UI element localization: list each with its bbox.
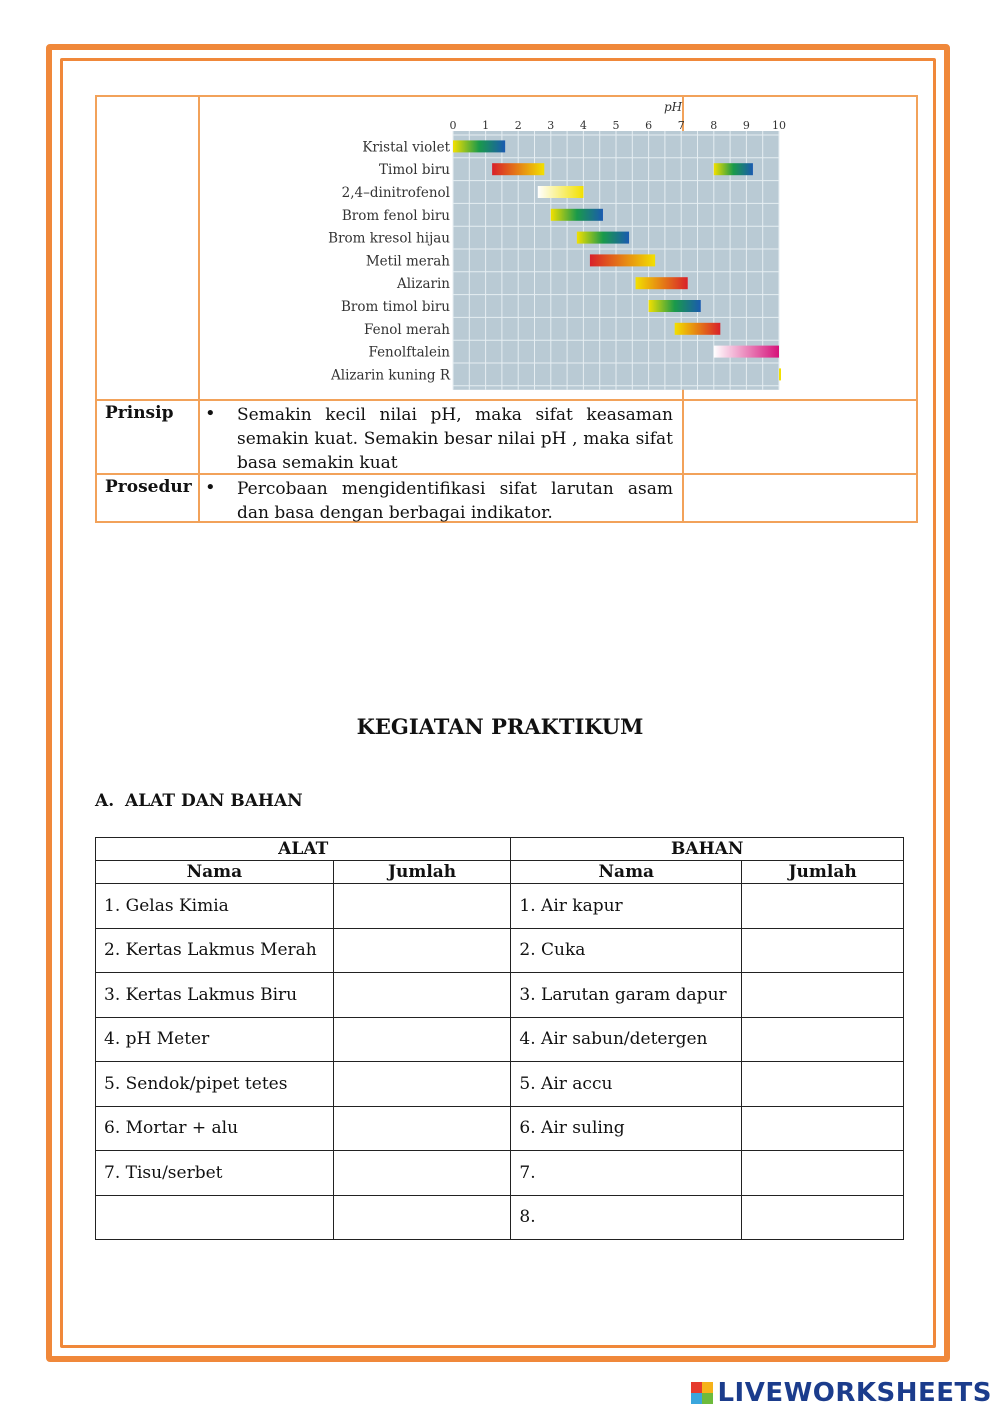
section-title: KEGIATAN PRAKTIKUM: [356, 714, 644, 739]
x-tick-label: 8: [710, 119, 718, 132]
x-tick-label: 2: [514, 119, 522, 132]
alat-quantity-cell[interactable]: [333, 1151, 511, 1196]
indicator-label: Timol biru: [379, 162, 450, 179]
bahan-quantity-cell[interactable]: [742, 928, 904, 973]
alat-name: 7. Tisu/serbet: [96, 1151, 334, 1196]
bahan-name: 3. Larutan garam dapur: [511, 973, 742, 1018]
indicator-label: Brom kresol hijau: [328, 230, 450, 247]
chart-title: pH: [663, 100, 683, 114]
alat-quantity-cell[interactable]: [333, 1195, 511, 1240]
x-tick-label: 10: [772, 119, 786, 132]
bahan-quantity-cell[interactable]: [742, 884, 904, 929]
bahan-quantity-cell[interactable]: [742, 1195, 904, 1240]
bahan-name: 5. Air accu: [511, 1062, 742, 1107]
alat-name: 1. Gelas Kimia: [96, 884, 334, 929]
subsection-title: ALAT DAN BAHAN: [125, 791, 303, 811]
indicator-label: Brom fenol biru: [341, 207, 450, 224]
bahan-quantity-cell[interactable]: [742, 973, 904, 1018]
bahan-name: 2. Cuka: [511, 928, 742, 973]
subsection-heading: [95, 791, 303, 811]
alat-quantity-cell[interactable]: [333, 973, 511, 1018]
tools-materials-table: [95, 837, 904, 1240]
x-tick-label: 9: [742, 119, 750, 132]
x-tick-label: 1: [482, 119, 490, 132]
x-tick-label: 5: [612, 119, 620, 132]
indicator-range-bar: [492, 163, 544, 175]
x-tick-label: 0: [449, 119, 457, 132]
indicator-range-bar: [453, 140, 505, 152]
bahan-quantity-cell[interactable]: [742, 1151, 904, 1196]
alat-quantity-cell[interactable]: [333, 928, 511, 973]
prosedur-text: Percobaan mengidentifikasi sifat larutan asam dan basa dengan berbagai indikator.: [237, 479, 673, 523]
header-alat-jumlah: Jumlah: [333, 861, 511, 884]
table-row: [96, 973, 904, 1018]
indicator-label: Alizarin kuning R: [331, 367, 450, 384]
x-tick-label: 4: [579, 119, 587, 132]
bahan-name: 8.: [511, 1195, 742, 1240]
indicator-range-bar: [714, 163, 753, 175]
indicator-label: 2,4–dinitrofenol: [341, 185, 450, 201]
bahan-name: 1. Air kapur: [511, 884, 742, 929]
indicator-range-bar: [779, 368, 781, 380]
logo-square-icon: [691, 1382, 702, 1393]
bullet-prinsip: •: [205, 403, 216, 424]
indicator-range-bar: [675, 323, 721, 335]
indicator-range-bar: [551, 209, 603, 221]
alat-name: 2. Kertas Lakmus Merah: [96, 928, 334, 973]
logo-text: LIVEWORKSHEETS: [717, 1378, 992, 1408]
row-label-prosedur: Prosedur: [105, 477, 192, 497]
header-alat-nama: Nama: [96, 861, 334, 884]
alat-quantity-cell[interactable]: [333, 1062, 511, 1107]
liveworksheets-logo: [691, 1378, 992, 1408]
row-divider-1: [97, 399, 916, 401]
alat-name: 3. Kertas Lakmus Biru: [96, 973, 334, 1018]
table-row: [96, 884, 904, 929]
indicator-range-bar: [649, 300, 701, 312]
indicator-label: Fenol merah: [363, 321, 450, 338]
row-label-prinsip: Prinsip: [105, 403, 174, 423]
bahan-name: 7.: [511, 1151, 742, 1196]
indicator-label: Kristal violet: [362, 139, 450, 156]
bahan-quantity-cell[interactable]: [742, 1062, 904, 1107]
alat-quantity-cell[interactable]: [333, 884, 511, 929]
table-row: [96, 1106, 904, 1151]
table-row: [96, 928, 904, 973]
table-row: [96, 1062, 904, 1107]
indicator-range-bar: [636, 277, 688, 289]
bahan-name: 4. Air sabun/detergen: [511, 1017, 742, 1062]
bahan-quantity-cell[interactable]: [742, 1017, 904, 1062]
indicator-label: Metil merah: [365, 253, 450, 270]
alat-name[interactable]: [96, 1195, 334, 1240]
alat-name: 4. pH Meter: [96, 1017, 334, 1062]
x-tick-label: 7: [677, 119, 685, 132]
indicator-label: Alizarin: [396, 276, 450, 293]
header-bahan-nama: Nama: [511, 861, 742, 884]
concept-table: [95, 95, 918, 523]
alat-name: 6. Mortar + alu: [96, 1106, 334, 1151]
table-row: [96, 1017, 904, 1062]
table-row: [96, 1151, 904, 1196]
ph-indicator-chart: [199, 97, 786, 397]
bahan-name: 6. Air suling: [511, 1106, 742, 1151]
header-bahan-jumlah: Jumlah: [742, 861, 904, 884]
bullet-prosedur: •: [205, 477, 216, 498]
indicator-range-bar: [577, 232, 629, 244]
indicator-label: Brom timol biru: [341, 299, 450, 315]
logo-square-icon: [702, 1393, 713, 1404]
logo-square-icon: [691, 1393, 702, 1404]
logo-mark-icon: [691, 1382, 713, 1404]
subsection-number: A.: [95, 791, 115, 811]
indicator-range-bar: [714, 346, 779, 358]
x-tick-label: 6: [645, 119, 653, 132]
header-alat: ALAT: [96, 838, 511, 861]
table-row: [96, 1195, 904, 1240]
alat-quantity-cell[interactable]: [333, 1017, 511, 1062]
indicator-range-bar: [590, 254, 655, 266]
header-bahan: BAHAN: [511, 838, 904, 861]
alat-name: 5. Sendok/pipet tetes: [96, 1062, 334, 1107]
prinsip-text: Semakin kecil nilai pH, maka sifat keasaman semakin kuat. Semakin besar nilai pH , maka sifat basa semakin kuat: [237, 405, 673, 473]
bahan-quantity-cell[interactable]: [742, 1106, 904, 1151]
x-tick-label: 3: [547, 119, 555, 132]
logo-square-icon: [702, 1382, 713, 1393]
indicator-label: Fenolftalein: [368, 344, 450, 361]
indicator-range-bar: [538, 186, 584, 198]
alat-quantity-cell[interactable]: [333, 1106, 511, 1151]
